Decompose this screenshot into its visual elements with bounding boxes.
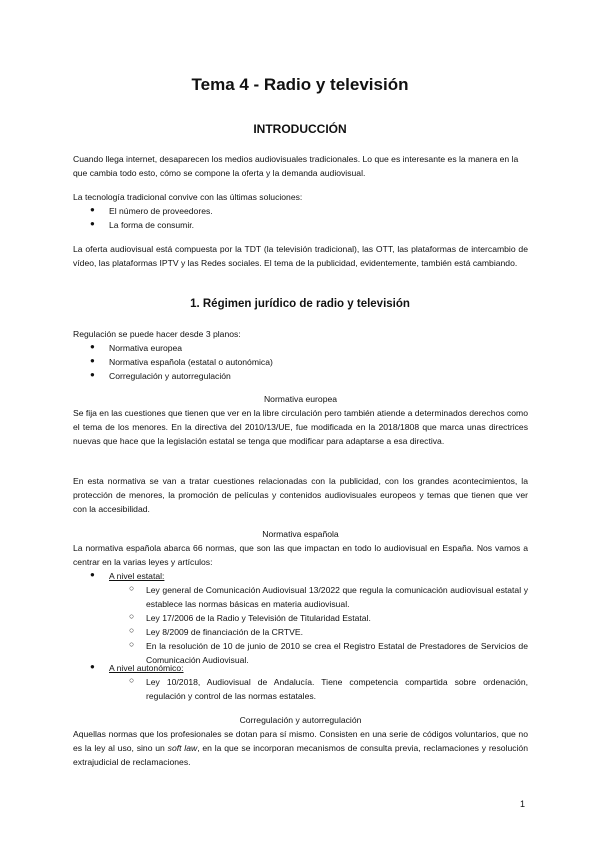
- intro-heading: INTRODUCCIÓN: [253, 122, 347, 136]
- tech-paragraph: La tecnología tradicional convive con las últimas soluciones:: [73, 192, 303, 202]
- bullet-icon: ●: [90, 662, 95, 671]
- section-heading: 1. Régimen jurídico de radio y televisión: [190, 298, 410, 310]
- list-item: En la resolución de 10 de junio de 2010 se crea el Registro Estatal de Prestadores de Servicios de Comunicación Audiovisual.: [146, 641, 528, 665]
- european-paragraph: Se fija en las cuestiones que tienen que ver en la libre circulación pero también atiende a determinados derechos como el tema de los menores. En la directiva del 2010/13/UE, fue modificada en la 2018/1808 que marca unas directrices nuevas que hace que la legislación estatal se tenga que modificar para adaptarse a esa directiva.: [73, 408, 528, 446]
- autonomico-label: A nivel autonómico:: [109, 663, 184, 673]
- bullet-icon: ●: [90, 570, 95, 579]
- list-item: Ley 17/2006 de la Radio y Televisión de Titularidad Estatal.: [146, 613, 371, 623]
- page-number: 1: [520, 799, 526, 809]
- bullet-icon: ●: [90, 205, 95, 214]
- bullet-icon: ●: [90, 219, 95, 228]
- offer-paragraph: La oferta audiovisual está compuesta por la TDT (la televisión tradicional), las OTT, las plataformas de intercambio de vídeo, las plataformas IPTV y las Redes sociales. El tema de la publicidad, evidentemente, también está cambiando.: [73, 244, 528, 268]
- list-item: Ley 8/2009 de financiación de la CRTVE.: [146, 627, 304, 637]
- list-item: Corregulación y autorregulación: [109, 371, 231, 381]
- list-item: El número de proveedores.: [109, 206, 213, 216]
- bullet-icon: ●: [90, 342, 95, 351]
- document-title: Tema 4 - Radio y televisión: [191, 75, 409, 94]
- list-item: Normativa española (estatal o autonómica): [109, 357, 273, 367]
- list-item: La forma de consumir.: [109, 220, 195, 230]
- circle-bullet-icon: ○: [129, 611, 135, 621]
- spanish-paragraph: La normativa española abarca 66 normas, que son las que impactan en todo lo audiovisual en España. Nos vamos a centrar en la varias leyes y artículos:: [73, 543, 528, 567]
- bullet-icon: ●: [90, 370, 95, 379]
- circle-bullet-icon: ○: [129, 639, 135, 649]
- bullet-icon: ●: [90, 356, 95, 365]
- intro-paragraph: Cuando llega internet, desaparecen los medios audiovisuales tradicionales. Lo que es interesante es la manera en la que cambia todo esto, cómo se compone la oferta y la demanda audiovisual.: [73, 154, 519, 178]
- circle-bullet-icon: ○: [129, 625, 135, 635]
- estatal-label: A nivel estatal:: [109, 571, 165, 581]
- european-topics-paragraph: En esta normativa se van a tratar cuestiones relacionadas con la publicidad, con los grandes acontecimientos, la protección de menores, la promoción de películas y contenidos audiovisuales europeos y temas que tienen que ver con la accesibilidad.: [73, 476, 528, 514]
- circle-bullet-icon: ○: [129, 675, 135, 685]
- list-item: Ley general de Comunicación Audiovisual 13/2022 que regula la comunicación audiovisual estatal y establece las normas básicas en materia audiovisual.: [146, 585, 528, 609]
- regulation-paragraph: Regulación se puede hacer desde 3 planos:: [73, 329, 241, 339]
- list-item: Normativa europea: [109, 343, 183, 353]
- subheading-coregulation: Corregulación y autorregulación: [239, 715, 362, 725]
- coregulation-paragraph: Aquellas normas que los profesionales se dotan para sí mismo. Consisten en una serie de códigos voluntarios, que no es la ley al uso, sino un soft law, en la que se incorporan mecanismos de consulta previa, reclamaciones y resolución extrajudicial de reclamaciones.: [73, 729, 528, 767]
- circle-bullet-icon: ○: [129, 583, 135, 593]
- subheading-european: Normativa europea: [263, 394, 338, 404]
- list-item: Ley 10/2018, Audiovisual de Andalucía. Tiene competencia compartida sobre ordenación, regulación y control de las normas estatales.: [146, 677, 528, 701]
- subheading-spanish: Normativa española: [262, 529, 339, 539]
